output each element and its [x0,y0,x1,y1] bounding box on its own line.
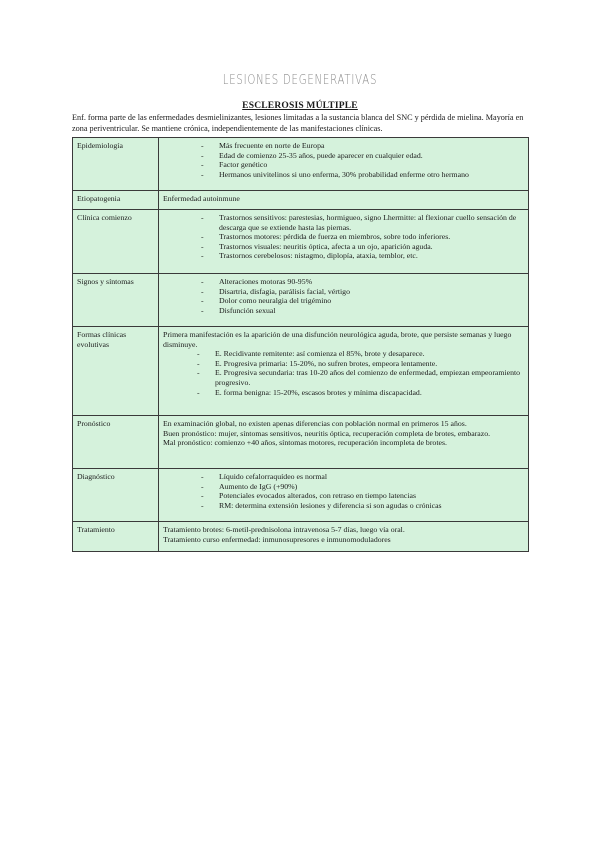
list-item: - Más frecuente en norte de Europa [201,141,524,151]
row-content [159,522,529,552]
document-title: ESCLEROSIS MÚLTIPLE [242,101,358,111]
intro-paragraph: Enf. forma parte de las enfermedades desmielinizantes, lesiones limitadas a la sustancia blanca del SNC y pérdida de mielina. Mayoría en zona periventricular. Se mantiene crónica, independientemente de las manifestaciones clínicas. [72,113,524,133]
list-item: - Trastornos sensitivos: parestesias, hormigueo, signo Lhermitte: al flexionar cuello sensación de descarga que se extiende hasta las piernas. [201,213,524,232]
table-row [73,469,529,522]
bullet-list [163,213,524,261]
row-label: Tratamiento [73,522,159,552]
row-content [159,210,529,274]
row-label: Formas clínicas evolutivas [73,327,159,416]
row-line: Tratamiento curso enfermedad: inmunosupresores e inmunomoduladores [163,534,391,544]
bullet-list [163,349,524,397]
list-item: - Hermanos univitelinos si uno enferma, 30% probabilidad enferme otro hermano [201,170,524,180]
table-row [73,274,529,327]
list-item: - E. Recidivante remitente: así comienza el 85%, brote y desaparece. [197,349,524,359]
list-item: - Aumento de IgG (+90%) [201,482,524,492]
table-row [73,138,529,191]
row-content [159,327,529,416]
row-text: Primera manifestación es la aparición de una disfunción neurológica aguda, brote, que persiste semanas y luego disminuye. [163,330,512,349]
row-label: Clínica comienzo [73,210,159,274]
row-line: Buen pronóstico: mujer, síntomas sensitivos, neuritis óptica, recuperación completa de brotes, embarazo. [163,428,491,438]
list-item: - Dolor como neuralgia del trigémino [201,296,524,306]
list-item: - Líquido cefalorraquídeo es normal [201,472,524,482]
row-line: Mal pronóstico: comienzo +40 años, síntomas motores, recuperación incompleta de brotes. [163,438,447,448]
list-item: - Disfunción sexual [201,306,524,316]
list-item: - E. Progresiva secundaria: tras 10-20 años del comienzo de enfermedad, empiezan empeoramiento progresivo. [197,368,524,387]
summary-table [72,137,529,552]
row-content [159,416,529,469]
list-item: - E. forma benigna: 15-20%, escasos brotes y mínima discapacidad. [197,388,524,398]
row-label: Diagnóstico [73,469,159,522]
section-title: LESIONES DEGENERATIVAS [222,73,378,88]
bullet-list [163,472,524,510]
bullet-list [163,277,524,315]
list-item: - RM: determina extensión lesiones y diferencia si son agudas o crónicas [201,501,524,511]
row-label: Pronóstico [73,416,159,469]
row-content: Enfermedad autoinmune [159,191,529,210]
bullet-list [163,141,524,179]
list-item: - Factor genético [201,160,524,170]
list-item: - Potenciales evocados alterados, con retraso en tiempo latencias [201,491,524,501]
list-item: - Trastornos cerebelosos: nistagmo, diplopía, ataxia, temblor, etc. [201,251,524,261]
list-item: - E. Progresiva primaria: 15-20%, no sufren brotes, empeora lentamente. [197,359,524,369]
row-line: Tratamiento brotes: 6-metil-prednisolona intravenosa 5-7 días, luego vía oral. [163,525,405,534]
row-line: En examinación global, no existen apenas diferencias con población normal en primeros 15 años. [163,419,467,428]
table-row [73,522,529,552]
row-content [159,138,529,191]
row-content [159,469,529,522]
list-item: - Trastornos visuales: neuritis óptica, afecta a un ojo, aparición aguda. [201,242,524,252]
row-label: Epidemiología [73,138,159,191]
list-item: - Alteraciones motoras 90-95% [201,277,524,287]
row-label: Signos y síntomas [73,274,159,327]
table-row [73,416,529,469]
table-row [73,191,529,210]
row-content [159,274,529,327]
list-item: - Disartria, disfagia, parálisis facial, vértigo [201,287,524,297]
row-label: Etiopatogenia [73,191,159,210]
table-row [73,327,529,416]
list-item: - Trastornos motores: pérdida de fuerza en miembros, sobre todo inferiores. [201,232,524,242]
table-row [73,210,529,274]
list-item: - Edad de comienzo 25-35 años, puede aparecer en cualquier edad. [201,151,524,161]
